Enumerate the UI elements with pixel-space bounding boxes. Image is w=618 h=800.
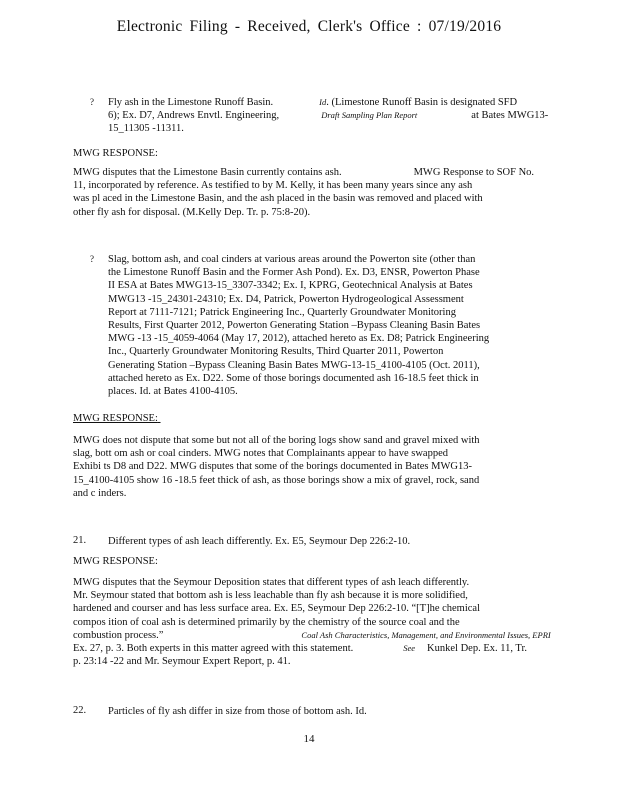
- id-citation: Id: [319, 97, 327, 107]
- response-line: compos ition of coal ash is determined primarily by the chemistry of the source coal and the: [73, 616, 460, 628]
- see-signal: See: [403, 643, 416, 654]
- fact-line: 15_11305 -11311.: [108, 123, 184, 135]
- response-line: MWG Response to SOF No.: [413, 167, 535, 178]
- response-line: and c inders.: [73, 487, 127, 499]
- fact-line: Results, First Quarter 2012, Powerton Generating Station –Bypass Cleaning Basin Bates: [108, 320, 481, 332]
- fact-item-fly-ash: [108, 96, 548, 136]
- fact-line: MWG -13 -15_4059-4064 (May 17, 2012), attached hereto as Ex. D8; Patrick Engineering: [108, 333, 490, 345]
- document-title: Draft Sampling Plan Report: [321, 110, 418, 121]
- response-line: Exhibi ts D8 and D22. MWG disputes that some of the borings documented in Bates MWG13-: [73, 461, 472, 473]
- response-line: Mr. Seymour stated that bottom ash is less leachable than fly ash because it is more solidified,: [73, 590, 468, 602]
- fact-line: Generating Station –Bypass Cleaning Basin Bates MWG-13-15_4100-4105 (Oct. 2011),: [108, 359, 480, 371]
- fact-item-21: [108, 535, 410, 548]
- fact-item-slag: [108, 253, 489, 398]
- fact-line: Fly ash in the Limestone Runoff Basin.: [108, 97, 274, 108]
- response-line: MWG does not dispute that some but not all of the boring logs show sand and gravel mixed with: [73, 435, 480, 446]
- response-slag: [73, 434, 480, 500]
- fact-line: Particles of fly ash differ in size from those of bottom ash. Id.: [108, 706, 367, 717]
- response-label: MWG RESPONSE:: [73, 148, 158, 159]
- fact-line: places. Id. at Bates 4100-4105.: [108, 386, 238, 398]
- paragraph-number: 22.: [73, 705, 87, 716]
- fact-item-22: [108, 705, 367, 718]
- response-line: was pl aced in the Limestone Basin, and the ash placed in the basin was removed and placed with: [73, 193, 483, 205]
- fact-line: II ESA at Bates MWG13-15_3307-3342; Ex. I, KPRG, Geotechnical Analysis at Bates: [108, 280, 473, 292]
- bullet-marker: ?: [90, 254, 94, 264]
- response-line: Ex. 27, p. 3. Both experts in this matter agreed with this statement.: [73, 643, 354, 655]
- fact-line: attached hereto as Ex. D22. Some of those borings documented ash 16-18.5 feet thick in: [108, 372, 479, 384]
- fact-line: Different types of ash leach differently. Ex. E5, Seymour Dep 226:2-10.: [108, 536, 411, 547]
- fact-text: at Bates MWG13-: [471, 110, 549, 122]
- paragraph-number: 21.: [73, 535, 87, 546]
- fact-text: . (Limestone Runoff Basin is designated SFD: [326, 97, 518, 108]
- fact-line: Report at 7111-7121; Patrick Engineering Inc., Quarterly Groundwater Monitoring: [108, 306, 456, 318]
- fact-line: Inc., Quarterly Groundwater Monitoring Results, Third Quarter 2011, Powerton: [108, 346, 444, 358]
- response-line: other fly ash for disposal. (M.Kelly Dep. Tr. p. 75:8-20).: [73, 206, 311, 218]
- cited-title: Coal Ash Characteristics, Management, and Environmental Issues, EPRI: [301, 629, 551, 640]
- response-line: hardened and courser and has less surface area. Ex. E5, Seymour Dep 226:2-10. “[T]he chemical: [73, 603, 481, 615]
- response-21: [73, 576, 551, 668]
- fact-line: MWG13 -15_24301-24310; Ex. D4, Patrick, Powerton Hydrogeological Assessment: [108, 293, 464, 305]
- response-line: p. 23:14 -22 and Mr. Seymour Expert Report, p. 41.: [73, 656, 291, 668]
- fact-line: Slag, bottom ash, and coal cinders at various areas around the Powerton site (other than: [108, 254, 476, 265]
- response-label: MWG RESPONSE:: [73, 413, 158, 424]
- bullet-marker: ?: [90, 97, 94, 107]
- response-line: 11, incorporated by reference. As testified to by M. Kelly, it has been many years since any ash: [73, 180, 473, 192]
- response-line: MWG disputes that the Limestone Basin currently contains ash.: [73, 167, 342, 178]
- response-line: 15_4100-4105 show 16 -18.5 feet thick of ash, as those borings show a mix of gravel, rock, sand: [73, 474, 480, 486]
- response-fly-ash: [73, 166, 534, 219]
- fact-line: 6); Ex. D7, Andrews Envtl. Engineering,: [108, 110, 280, 122]
- response-line: Kunkel Dep. Ex. 11, Tr.: [427, 643, 527, 655]
- response-line: MWG disputes that the Seymour Deposition states that different types of ash leach differently.: [73, 577, 470, 588]
- response-label: MWG RESPONSE:: [73, 556, 158, 567]
- page-number: 14: [303, 733, 315, 745]
- response-line: slag, bott om ash or coal cinders. MWG notes that Complainants appear to have swapped: [73, 448, 448, 460]
- filing-header: Electronic Filing - Received, Clerk's Office : 07/19/2016: [116, 18, 502, 35]
- response-line: combustion process.”: [73, 629, 164, 641]
- fact-line: the Limestone Runoff Basin and the Former Ash Pond). Ex. D3, ENSR, Powerton Phase: [108, 267, 480, 279]
